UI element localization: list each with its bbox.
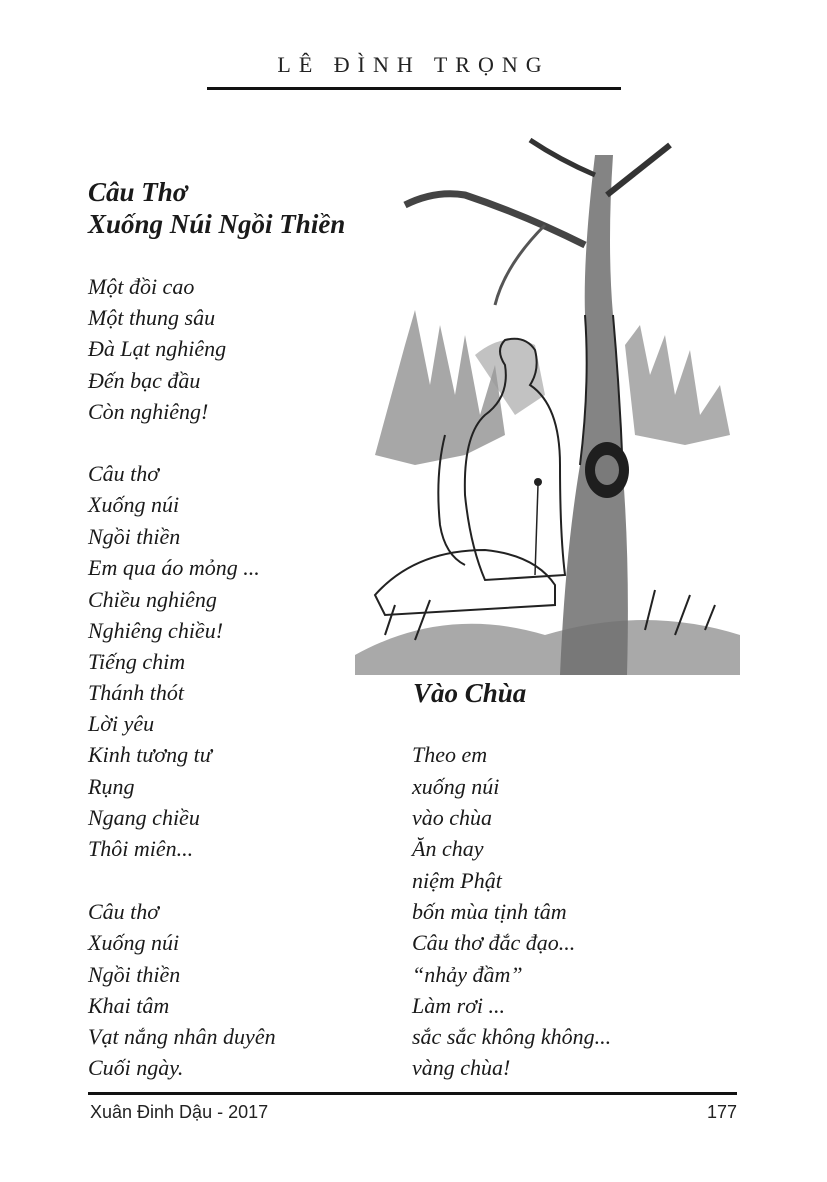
poem2-title: Vào Chùa bbox=[413, 678, 527, 708]
poem-line: Vạt nắng nhân duyên bbox=[88, 1024, 276, 1049]
ink-drawing-icon bbox=[345, 135, 745, 675]
header-divider bbox=[207, 87, 621, 90]
poem-line: Câu thơ đắc đạo... bbox=[412, 930, 576, 955]
poem-line: vào chùa bbox=[412, 805, 493, 830]
poem-line: bốn mùa tịnh tâm bbox=[412, 899, 567, 924]
poem-line: vàng chùa! bbox=[412, 1055, 511, 1080]
poem-line: Ngồi thiền bbox=[88, 524, 181, 549]
poem-line: Theo em bbox=[412, 742, 488, 767]
poem-line: Rụng bbox=[88, 774, 135, 799]
poem-line: Ngồi thiền bbox=[88, 962, 181, 987]
footer-issue: Xuân Đinh Dậu - 2017 bbox=[90, 1102, 269, 1122]
page-number: 177 bbox=[706, 1102, 737, 1122]
poem-line: Câu thơ bbox=[88, 899, 160, 924]
poem-line: Một đồi cao bbox=[88, 274, 195, 299]
poem-line: Em qua áo mỏng ... bbox=[88, 555, 260, 580]
poem-line: Ăn chay bbox=[412, 836, 484, 861]
poem-line: Lời yêu bbox=[88, 711, 155, 736]
poem-line: Xuống núi bbox=[88, 930, 180, 955]
poem-line: Đến bạc đầu bbox=[88, 368, 201, 393]
poem-line: Thánh thót bbox=[88, 680, 184, 705]
poem-line: xuống núi bbox=[412, 774, 500, 799]
poem-line: Câu thơ bbox=[88, 461, 160, 486]
poem-line: Thôi miên... bbox=[88, 836, 194, 861]
poem-line: Một thung sâu bbox=[88, 305, 216, 330]
poem-line: Làm rơi ... bbox=[412, 993, 506, 1018]
poem-line: Kinh tương tư bbox=[88, 742, 212, 767]
poem-line: Chiều nghiêng bbox=[88, 587, 217, 612]
poem-line: “nhảy đầm” bbox=[412, 962, 523, 987]
footer-divider bbox=[88, 1092, 737, 1095]
poem-line: Khai tâm bbox=[88, 993, 170, 1018]
poem-line: Xuống núi bbox=[88, 492, 180, 517]
poem-line: Ngang chiều bbox=[88, 805, 200, 830]
poem-line: Tiếng chim bbox=[88, 649, 186, 674]
poem1-title-line2: Xuống Núi Ngồi Thiền bbox=[88, 209, 346, 239]
poem1-title-line1: Câu Thơ bbox=[88, 177, 188, 207]
poem-line: Nghiêng chiều! bbox=[88, 618, 224, 643]
poem-line: sắc sắc không không... bbox=[412, 1024, 612, 1049]
poem-line: Đà Lạt nghiêng bbox=[88, 336, 227, 361]
running-header: LÊ ĐÌNH TRỌNG bbox=[277, 52, 550, 77]
poem-line: Cuối ngày. bbox=[88, 1055, 184, 1080]
poem-line: niệm Phật bbox=[412, 868, 502, 893]
poem-line: Còn nghiêng! bbox=[88, 399, 209, 424]
